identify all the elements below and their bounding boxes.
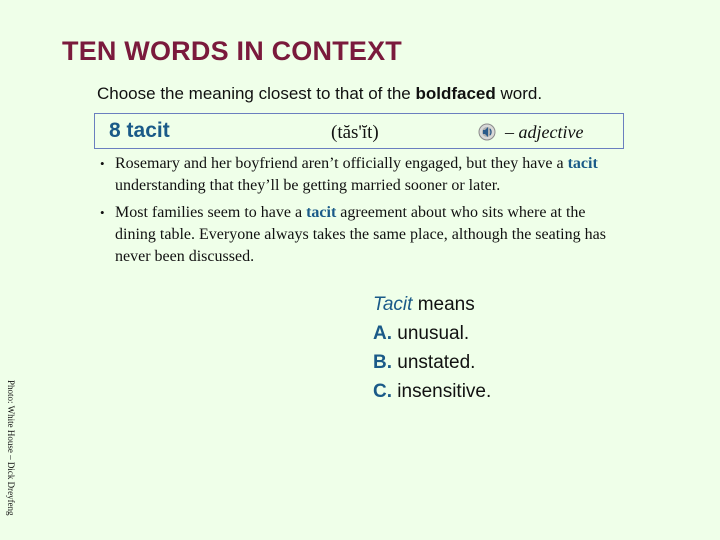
photo-credit: Photo: White House – Dick Dreyfeng <box>6 380 16 516</box>
pronunciation: (tăs'ĭt) <box>331 122 379 143</box>
option-letter: C. <box>373 381 392 402</box>
part-of-speech: – adjective <box>505 122 584 142</box>
example-keyword: tacit <box>306 204 337 221</box>
example-sentence-2 <box>100 202 630 268</box>
bullet-icon: • <box>100 205 105 220</box>
question-stem <box>373 290 491 319</box>
option-text: unusual. <box>392 323 470 344</box>
option-text: unstated. <box>392 352 476 373</box>
option-letter: A. <box>373 323 392 344</box>
word-number: 8 <box>109 119 121 142</box>
option-a[interactable] <box>373 319 491 348</box>
option-c[interactable] <box>373 377 491 406</box>
example-sentence-1 <box>100 153 630 197</box>
example-list <box>100 153 630 273</box>
example-text: Rosemary and her boyfriend aren’t officially engaged, but they have a <box>115 155 568 172</box>
speaker-icon[interactable] <box>478 123 496 141</box>
option-letter: B. <box>373 352 392 373</box>
option-text: insensitive. <box>392 381 492 402</box>
instruction-text: Choose the meaning closest to that of the <box>97 84 416 103</box>
bullet-icon: • <box>100 156 105 171</box>
page-title: TEN WORDS IN CONTEXT <box>62 36 402 66</box>
word-term: tacit <box>126 119 170 142</box>
example-text: agreement about who sits where at the dining table. Everyone always takes the same place, although the seating has never been discussed. <box>115 204 606 265</box>
instruction-bold: boldfaced <box>415 84 496 103</box>
example-text: understanding that they’ll be getting married sooner or later. <box>115 177 501 194</box>
instruction-end: word. <box>495 84 543 103</box>
word-heading <box>109 119 170 143</box>
word-header-box <box>94 113 624 149</box>
example-keyword: tacit <box>567 155 598 172</box>
option-b[interactable] <box>373 348 491 377</box>
answer-choices <box>373 290 491 406</box>
question-word: Tacit <box>373 294 413 315</box>
example-text: Most families seem to have a <box>115 204 307 221</box>
question-stem-text: means <box>412 294 475 315</box>
instruction <box>97 84 542 104</box>
